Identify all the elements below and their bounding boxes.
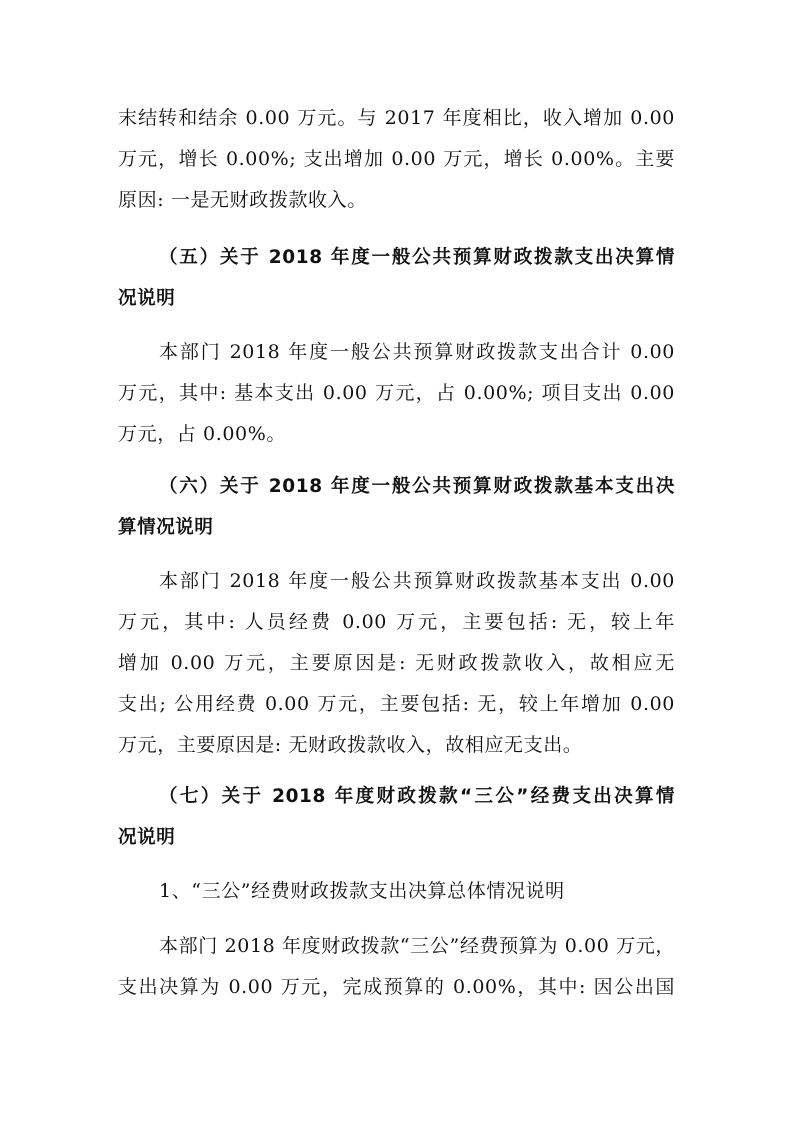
paragraph-income-comparison xyxy=(0,98,793,221)
section-heading-5 xyxy=(0,237,793,319)
text-line: 本部门 2018 年度财政拨款“三公”经费预算为 0.00 万元， xyxy=(159,935,675,957)
text-line: 支出; 公用经费 0.00 万元，主要包括: 无，较上年增加 0.00 xyxy=(118,693,675,715)
heading-line: （五）关于 2018 年度一般公共预算财政拨款支出决算情 xyxy=(159,247,675,268)
heading-line: （六）关于 2018 年度一般公共预算财政拨款基本支出决 xyxy=(159,476,675,497)
text-line: 本部门 2018 年度一般公共预算财政拨款支出合计 0.00 xyxy=(159,341,675,363)
text-line: 万元，主要原因是: 无财政拨款收入，故相应无支出。 xyxy=(118,734,583,756)
text-line: 支出决算为 0.00 万元，完成预算的 0.00%，其中: 因公出国 xyxy=(118,976,675,998)
heading-line: 算情况说明 xyxy=(118,517,214,538)
text-line: 增加 0.00 万元，主要原因是: 无财政拨款收入，故相应无 xyxy=(118,652,675,674)
text-line: 万元，增长 0.00%; 支出增加 0.00 万元，增长 0.00%。主要 xyxy=(118,148,675,170)
text-line: 原因: 一是无财政拨款收入。 xyxy=(118,189,367,211)
paragraph-basic-expenditure xyxy=(0,561,793,766)
subsection-three-public-overview xyxy=(0,871,793,912)
text-line: 万元，其中: 人员经费 0.00 万元，主要包括: 无，较上年 xyxy=(118,611,675,633)
section-heading-7 xyxy=(0,776,793,858)
text-line: 本部门 2018 年度一般公共预算财政拨款基本支出 0.00 xyxy=(159,570,675,592)
text-line: 万元，其中: 基本支出 0.00 万元，占 0.00%; 项目支出 0.00 xyxy=(118,382,675,404)
section-heading-6 xyxy=(0,466,793,548)
text-line: 万元，占 0.00%。 xyxy=(118,423,286,445)
heading-line: 况说明 xyxy=(118,288,176,309)
heading-line: 况说明 xyxy=(118,827,176,848)
text-line: 1、“三公”经费财政拨款支出决算总体情况说明 xyxy=(159,880,565,902)
text-line: 末结转和结余 0.00 万元。与 2017 年度相比，收入增加 0.00 xyxy=(118,107,675,129)
heading-line: （七）关于 2018 年度财政拨款“三公”经费支出决算情 xyxy=(159,786,675,807)
paragraph-general-budget-expenditure xyxy=(0,332,793,455)
paragraph-three-public-budget xyxy=(0,926,793,1008)
